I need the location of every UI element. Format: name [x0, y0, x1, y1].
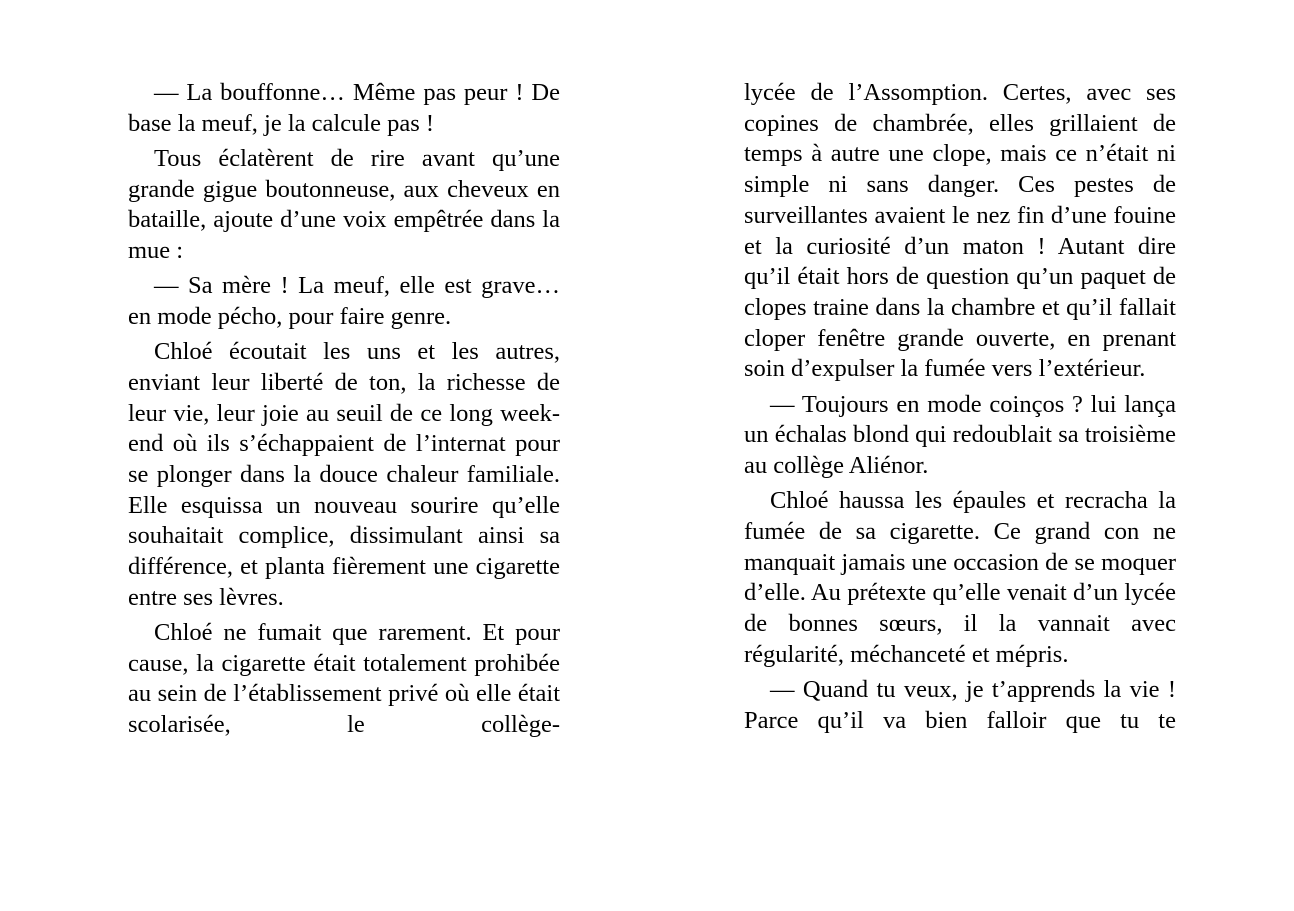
paragraph: — Quand tu veux, je t’apprends la vie ! Parce qu’il va bien falloir que tu te [744, 675, 1176, 734]
paragraph: Tous éclatèrent de rire avant qu’une grande gigue boutonneuse, aux cheveux en bataille, ajoute d’une voix empêtrée dans la mue : [128, 144, 560, 265]
paragraph: — Toujours en mode coinços ? lui lança un échalas blond qui redoublait sa troisième au collège Aliénor. [744, 390, 1176, 479]
left-page [128, 78, 560, 745]
paragraph: Chloé haussa les épaules et recracha la fumée de sa cigarette. Ce grand con ne manquait jamais une occasion de se moquer d’elle. Au prétexte qu’elle venait d’un lycée de bonnes sœurs, il la vannait avec régularité, méchanceté et mépris. [744, 487, 1176, 668]
paragraph: — Sa mère ! La meuf, elle est grave… en mode pécho, pour faire genre. [128, 272, 560, 330]
right-page [744, 78, 1176, 741]
paragraph: — La bouffonne… Même pas peur ! De base la meuf, je la calcule pas ! [128, 79, 560, 137]
paragraph: Chloé ne fumait que rarement. Et pour cause, la cigarette était totalement prohibée au sein de l’établissement privé où elle était scolarisée, le collège- [128, 618, 560, 739]
paragraph: lycée de l’Assomption. Certes, avec ses copines de chambrée, elles grillaient de temps à autre une clope, mais ce n’était ni simple ni sans danger. Ces pestes de surveillantes avaient le nez fin d’une fouine et la curiosité d’un maton ! Autant dire qu’il était hors de question qu’un paquet de clopes traine dans la chambre et qu’il fallait cloper fenêtre grande ouverte, en prenant soin d’expulser la fumée vers l’extérieur. [744, 79, 1176, 383]
paragraph: Chloé écoutait les uns et les autres, enviant leur liberté de ton, la richesse de leur vie, leur joie au seuil de ce long week-end où ils s’échappaient de l’internat pour se plonger dans la douce chaleur familiale. Elle esquissa un nouveau sourire qu’elle souhaitait complice, dissimulant ainsi sa différence, et planta fièrement une cigarette entre ses lèvres. [128, 338, 560, 611]
